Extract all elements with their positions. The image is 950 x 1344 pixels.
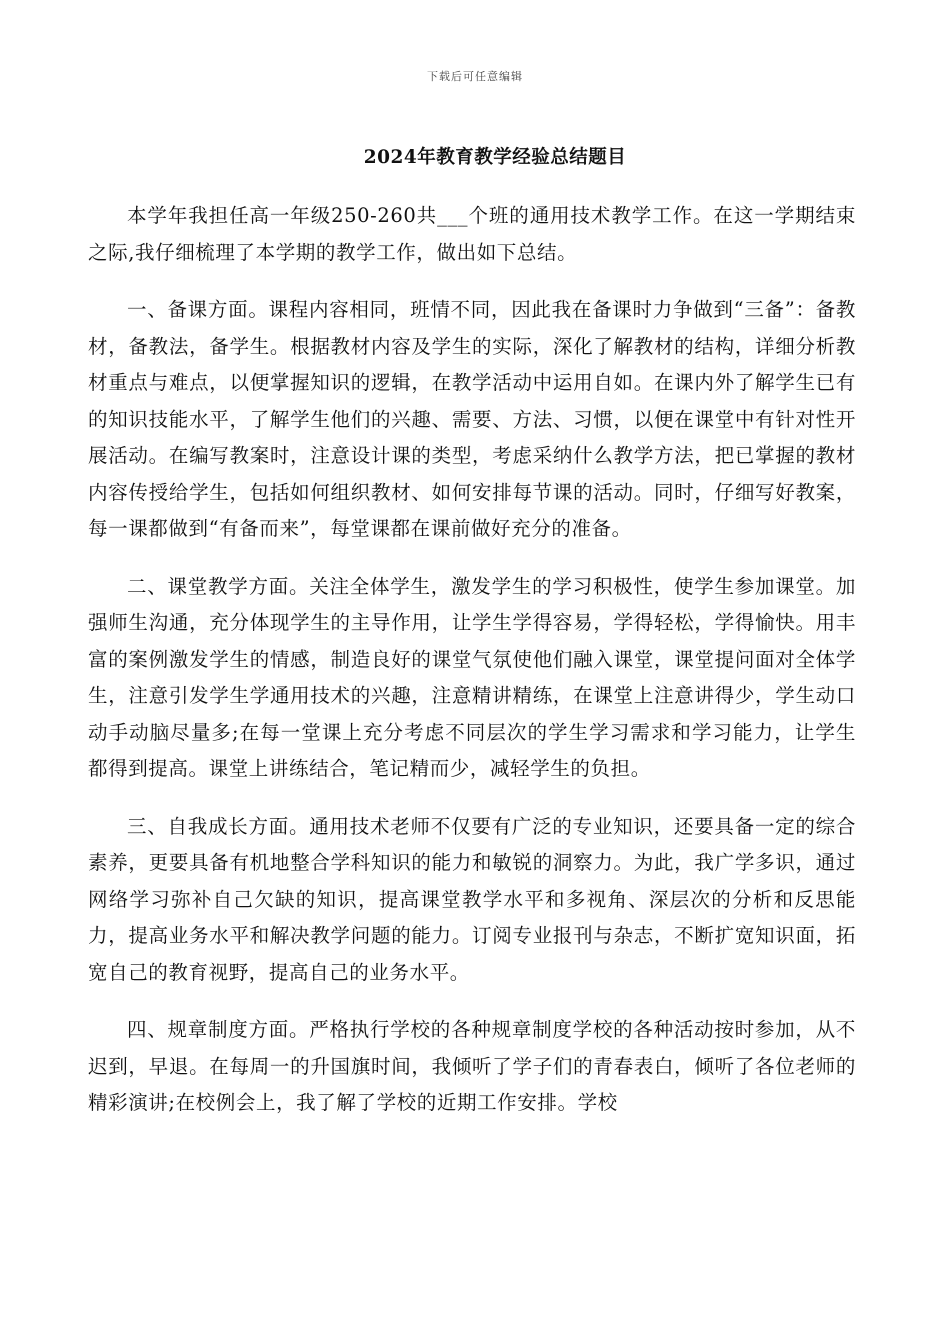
paragraph-intro: 本学年我担任高一年级250-260共___个班的通用技术教学工作。在这一学期结束之际,我仔细梳理了本学期的教学工作，做出如下总结。 bbox=[88, 204, 856, 264]
paragraph-self-growth: 三、自我成长方面。通用技术老师不仅要有广泛的专业知识，还要具备一定的综合素养，更要具备有机地整合学科知识的能力和敏锐的洞察力。为此，我广学多识，通过网络学习弥补自己欠缺的知识，提高课堂教学水平和多视角、深层次的分析和反思能力，提高业务水平和解决教学问题的能力。订阅专业报刊与杂志，不断扩宽知识面，拓宽自己的教育视野，提高自己的业务水平。 bbox=[88, 814, 856, 984]
paragraph-lesson-prep: 一、备课方面。课程内容相同，班情不同，因此我在备课时力争做到“三备”：备教材，备教法，备学生。根据教材内容及学生的实际，深化了解教材的结构，详细分析教材重点与难点，以便掌握知识的逻辑，在教学活动中运用自如。在课内外了解学生已有的知识技能水平，了解学生他们的兴趣、需要、方法、习惯，以便在课堂中有针对性开展活动。在编写教案时，注意设计课的类型，考虑采纳什么教学方法，把已掌握的教材内容传授给学生，包括如何组织教材、如何安排每节课的活动。同时，仔细写好教案，每一课都做到“有备而来”，每堂课都在课前做好充分的准备。 bbox=[88, 298, 856, 540]
paragraph-classroom-teaching: 二、课堂教学方面。关注全体学生，激发学生的学习积极性，使学生参加课堂。加强师生沟通，充分体现学生的主导作用，让学生学得容易，学得轻松，学得愉快。用丰富的案例激发学生的情感，制造良好的课堂气氛使他们融入课堂，课堂提问面对全体学生，注意引发学生学通用技术的兴趣，注意精讲精练，在课堂上注意讲得少，学生动口动手动脑尽量多;在每一堂课上充分考虑不同层次的学生学习需求和学习能力，让学生都得到提高。课堂上讲练结合，笔记精而少，减轻学生的负担。 bbox=[88, 574, 856, 780]
paragraph-rules: 四、规章制度方面。严格执行学校的各种规章制度学校的各种活动按时参加，从不迟到，早退。在每周一的升国旗时间，我倾听了学子们的青春表白，倾听了各位老师的精彩演讲;在校例会上，我了解了学校的近期工作安排。学校 bbox=[88, 1018, 856, 1114]
header-note: 下载后可任意编辑 bbox=[427, 70, 523, 83]
document-body bbox=[88, 198, 856, 1143]
document-title: 2024年教育教学经验总结题目 bbox=[363, 147, 627, 168]
